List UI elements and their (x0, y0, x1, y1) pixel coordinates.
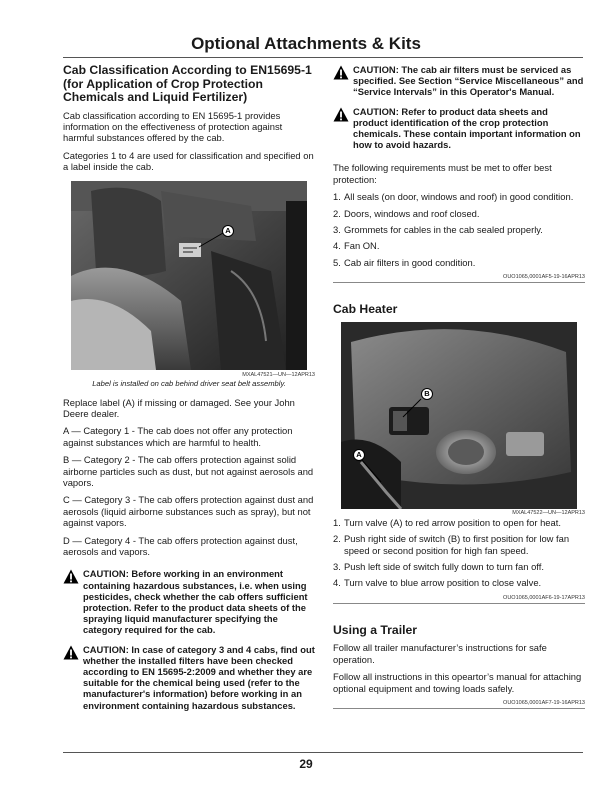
warning-icon (63, 569, 79, 584)
label-location-photo (71, 181, 307, 370)
right-column (333, 64, 585, 725)
page-title: Optional Attachments & Kits (191, 34, 421, 53)
list-item: 4. Turn valve to blue arrow position to close valve. (333, 577, 542, 589)
caution-air-filters (333, 64, 585, 98)
list-item: 3. Grommets for cables in the cab sealed properly. (333, 224, 543, 236)
title-divider (63, 57, 583, 58)
list-item: 4. Fan ON. (333, 240, 380, 252)
list-item: 1. Turn valve (A) to red arrow position to open for heat. (333, 516, 561, 528)
list-item: 3. Push left side of switch fully down to turn fan off. (333, 560, 544, 572)
replace-label-text: Replace label (A) if missing or damaged. See your John Deere dealer. (63, 396, 295, 419)
requirements-intro: The following requirements must be met to offer best protection: (333, 162, 552, 185)
trailer-paragraph-2: Follow all instructions in this opeartor’s manual for attaching optional equipment and towing loads safely. (333, 671, 582, 694)
caution-text: CAUTION: In case of category 3 and 4 cabs, find out whether the installed filters have been checked according to EN 15695-2:2009 and whether they are suitable for the chemical being used (refer to the manufacturer's information) before working in an environment containing hazardous substances. (83, 643, 315, 711)
figure-id: MXAL47522—UN—12APR13 (512, 509, 585, 516)
cab-heater-photo (341, 322, 577, 509)
caution-filters-check (63, 644, 315, 711)
using-trailer-heading: Using a Trailer (333, 622, 417, 637)
intro-paragraph-1: Cab classification according to EN 15695-1 provides information on the effectiveness of protection against harmful substances offered by the cab. (63, 109, 283, 144)
reference-code: OUO1065,0001AF6-19-17APR13 (333, 595, 585, 604)
category-3-text: C — Category 3 - The cab offers protection against dust and aerosols (liquid airborne substances such as spray), but not against vapors. (63, 494, 314, 529)
page-number: 29 (299, 757, 313, 771)
caution-hazardous-environment (63, 568, 315, 635)
caution-text: CAUTION: The cab air filters must be serviced as specified. See Section “Service Miscellaneous” and “Service Intervals” in this Operator's Manual. (353, 64, 584, 98)
footer-divider (63, 752, 583, 753)
list-item: 2. Doors, windows and roof closed. (333, 207, 480, 219)
warning-icon (333, 107, 349, 122)
figure-id: MXAL47521—UN—12APR13 (242, 371, 315, 378)
category-2-text: B — Category 2 - The cab offers protection against solid airborne particles such as dust, but not against aerosols and vapors. (63, 454, 314, 488)
heater-controls-illustration (341, 322, 577, 509)
caution-product-data-sheets (333, 106, 585, 151)
list-item: 2. Push right side of switch (B) to first position for low fan speed or second position for high fan speed. (333, 533, 570, 556)
category-4-text: D — Category 4 - The cab offers protection against dust, aerosols and vapors. (63, 534, 298, 557)
caution-text: CAUTION: Before working in an environment containing hazardous substances, i.e. when using pesticides, check whether the cab offers sufficient protection. Refer to the product data sheets of the spraying liquid manufacturer specifying the category required for the cab. (83, 568, 308, 636)
cab-heater-heading: Cab Heater (333, 302, 398, 317)
warning-icon (333, 65, 349, 80)
figure-caption: Label is installed on cab behind driver seat belt assembly. (92, 378, 286, 388)
cab-classification-heading: Cab Classification According to EN15695-1 (for Application of Crop Protection Chemicals and Liquid Fertilizer) (63, 63, 312, 104)
reference-code: OUO1065,0001AF5-19-16APR13 (333, 274, 585, 283)
reference-code: OUO1065,0001AF7-19-16APR13 (333, 700, 585, 709)
requirements-list (333, 191, 585, 268)
callout-b: B (421, 388, 433, 400)
callout-a: A (353, 449, 365, 461)
callout-a: A (222, 225, 234, 237)
caution-text: CAUTION: Refer to product data sheets and product identification of the crop protection chemicals. These contain important information on how to avoid hazards. (353, 105, 581, 151)
list-item: 1. All seals (on door, windows and roof) in good condition. (333, 191, 574, 203)
trailer-paragraph-1: Follow all trailer manufacturer’s instructions for safe operation. (333, 642, 547, 665)
heater-steps-list (333, 517, 585, 589)
list-item: 5. Cab air filters in good condition. (333, 256, 476, 268)
cab-interior-illustration (71, 181, 307, 370)
intro-paragraph-2: Categories 1 to 4 are used for classification and specified on a label inside the cab. (63, 149, 314, 173)
left-column (63, 64, 315, 719)
warning-icon (63, 645, 79, 660)
category-1-text: A — Category 1 - The cab does not offer any protection against substances which are harmful to health. (63, 425, 293, 448)
